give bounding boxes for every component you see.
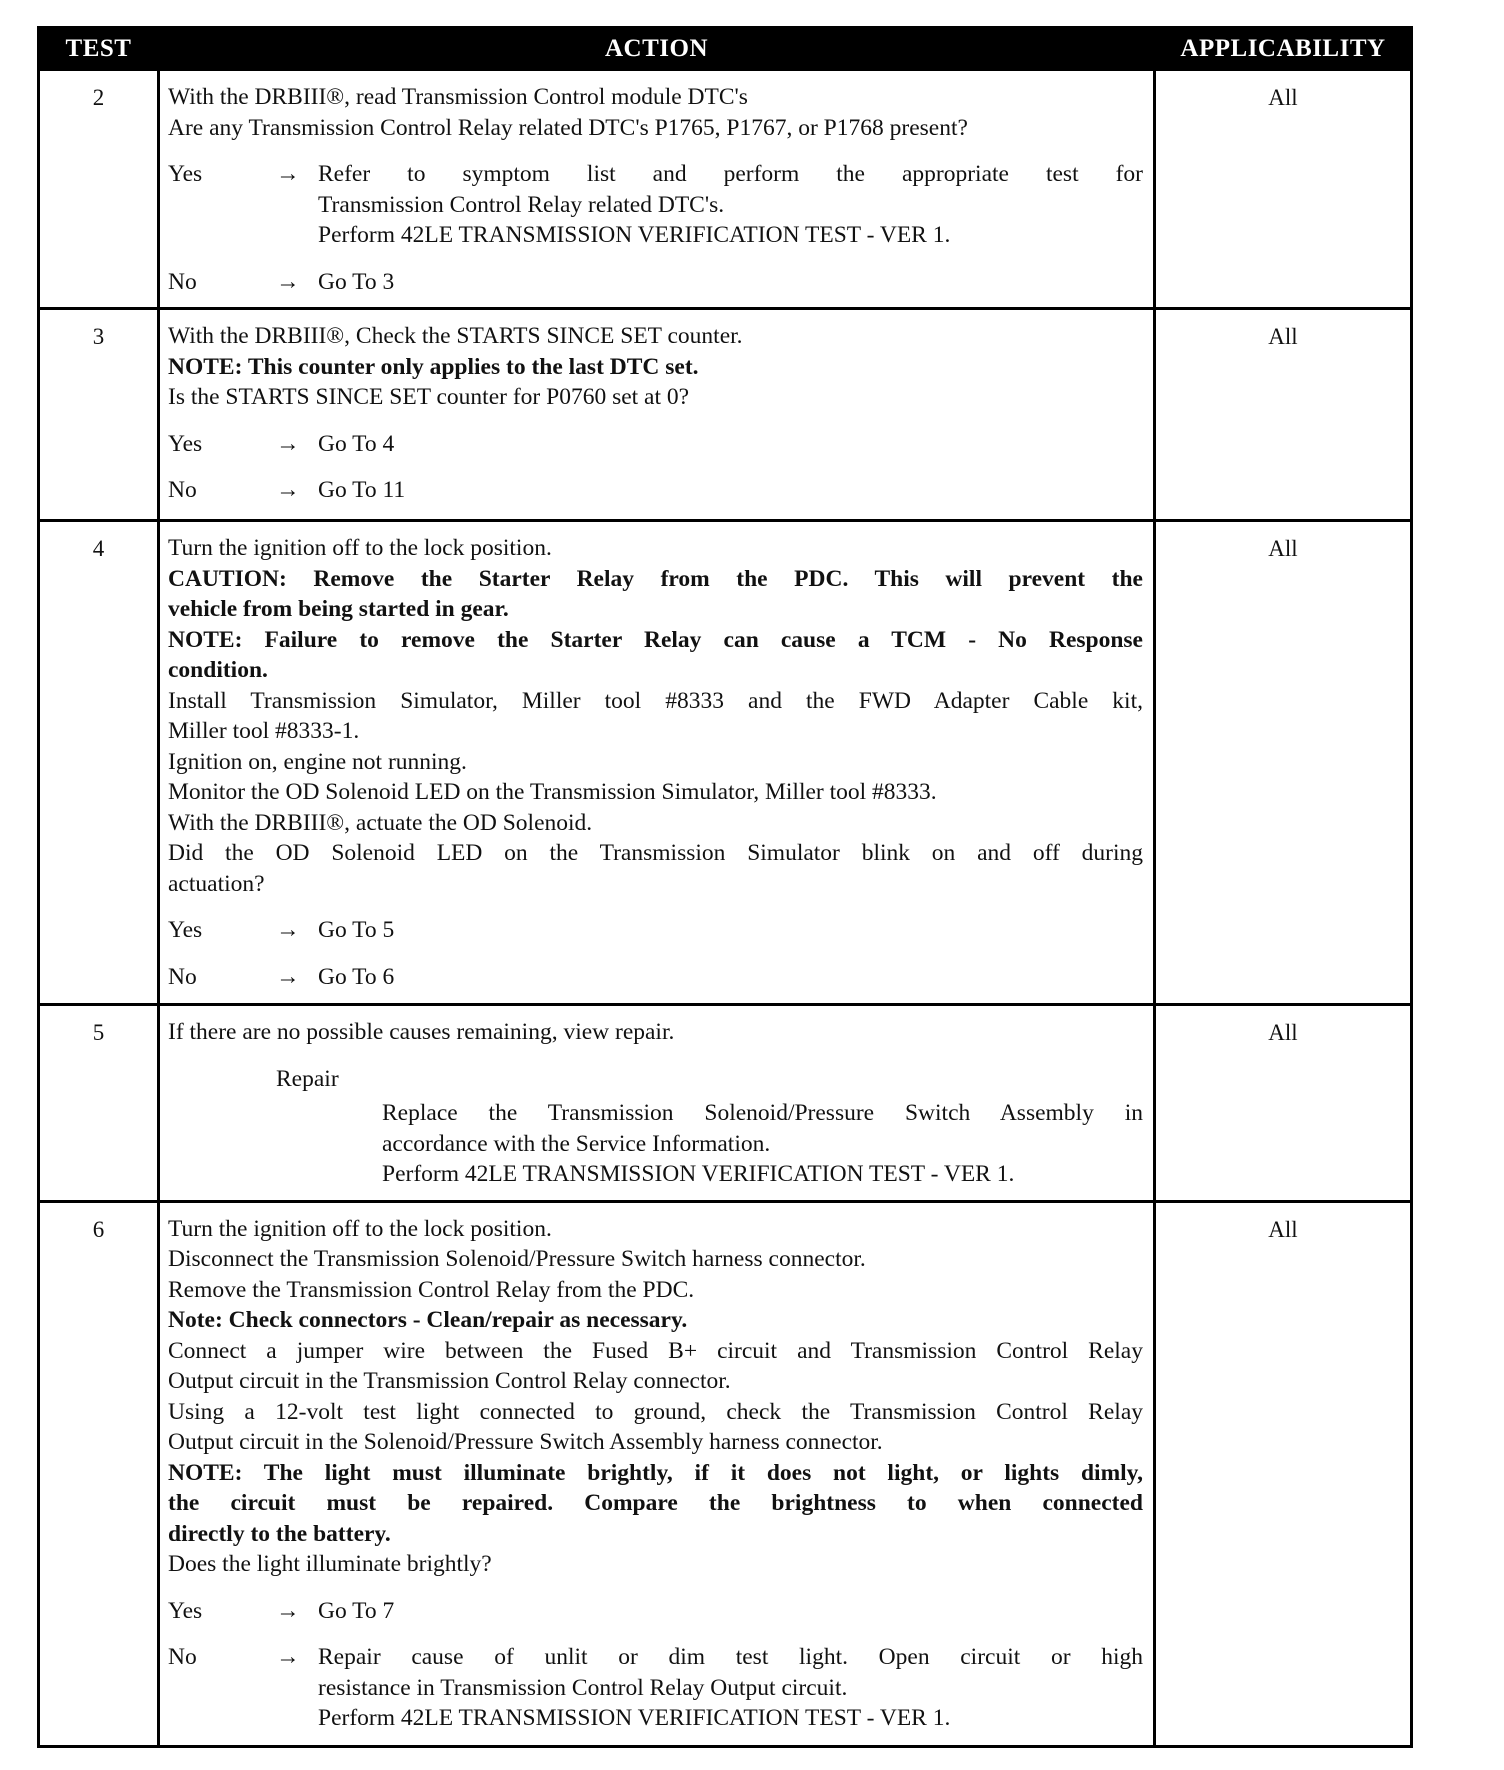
arrow-icon: → [276, 161, 300, 187]
action-line: With the DRBIII®, read Transmission Control module DTC's [168, 84, 748, 110]
header-applicability: APPLICABILITY [1155, 28, 1412, 70]
action-note: Note: Check connectors - Clean/repair as necessary. [168, 1307, 688, 1333]
action-note: NOTE: Failure to remove the Starter Relay can cause a TCM - No Response [168, 626, 1143, 653]
result-line: Go To 3 [318, 268, 395, 295]
no-result [318, 267, 1143, 298]
table-row [39, 70, 1412, 309]
action-line: Output circuit in the Transmission Control Relay connector. [168, 1368, 731, 1394]
repair-instructions [168, 1098, 1143, 1190]
table-row [39, 309, 1412, 521]
action-cell [159, 1005, 1155, 1202]
applicability-value: All [1155, 1201, 1412, 1746]
applicability-value: All [1155, 1005, 1412, 1202]
repair-label: Repair [276, 1065, 339, 1092]
test-number: 5 [39, 1005, 159, 1202]
header-action: ACTION [159, 28, 1155, 70]
no-option [168, 962, 1143, 993]
no-option [168, 475, 1143, 506]
diagnostic-test-table [37, 26, 1413, 1748]
action-cell [159, 521, 1155, 1005]
yes-result [318, 1596, 1143, 1627]
action-cell [159, 70, 1155, 309]
repair-line: Perform 42LE TRANSMISSION VERIFICATION TEST - VER 1. [382, 1161, 1015, 1187]
arrow-icon: → [276, 917, 300, 943]
action-line: Are any Transmission Control Relay related DTC's P1765, P1767, or P1768 present? [168, 114, 968, 141]
yes-label: Yes [168, 917, 203, 943]
result-line: Perform 42LE TRANSMISSION VERIFICATION TEST - VER 1. [318, 1705, 951, 1731]
table-row [39, 521, 1412, 1005]
action-cell [159, 1201, 1155, 1746]
action-line: Disconnect the Transmission Solenoid/Pressure Switch harness connector. [168, 1246, 866, 1272]
table-row [39, 1201, 1412, 1746]
action-line: Turn the ignition off to the lock position. [168, 535, 552, 561]
yes-option [168, 1596, 1143, 1627]
result-line: Go To 4 [318, 430, 395, 457]
action-line: actuation? [168, 870, 265, 897]
test-number: 3 [39, 309, 159, 521]
result-line: Go To 7 [318, 1597, 395, 1624]
no-label: No [168, 268, 197, 295]
action-line: With the DRBIII®, actuate the OD Solenoid. [168, 809, 593, 836]
action-line: Did the OD Solenoid LED on the Transmission Simulator blink on and off during [168, 840, 1143, 866]
action-line: Install Transmission Simulator, Miller tool #8333 and the FWD Adapter Cable kit, [168, 687, 1143, 714]
arrow-icon: → [276, 1644, 300, 1670]
table-header-row [39, 28, 1412, 70]
action-note: condition. [168, 657, 268, 683]
action-line: With the DRBIII®, Check the STARTS SINCE SET counter. [168, 323, 743, 349]
header-test: TEST [39, 28, 159, 70]
no-label: No [168, 1644, 197, 1670]
arrow-icon: → [276, 477, 300, 503]
arrow-icon: → [276, 430, 300, 457]
action-cell [159, 309, 1155, 521]
yes-option [168, 429, 1143, 460]
action-note: directly to the battery. [168, 1520, 391, 1547]
no-option [168, 1642, 1143, 1734]
yes-option [168, 159, 1143, 251]
diagnostic-procedure-sheet [37, 26, 1410, 1748]
action-line: Connect a jumper wire between the Fused B+ circuit and Transmission Control Relay [168, 1337, 1143, 1364]
test-number: 6 [39, 1201, 159, 1746]
no-label: No [168, 477, 197, 503]
no-option [168, 267, 1143, 298]
arrow-icon: → [276, 963, 300, 990]
result-line: Go To 11 [318, 477, 406, 503]
yes-result [318, 429, 1143, 460]
yes-result [318, 159, 1143, 251]
action-line: Monitor the OD Solenoid LED on the Transmission Simulator, Miller tool #8333. [168, 779, 937, 805]
yes-option [168, 915, 1143, 946]
action-caution: vehicle from being started in gear. [168, 596, 509, 622]
table-row [39, 1005, 1412, 1202]
no-result [318, 475, 1143, 506]
result-line: Repair cause of unlit or dim test light. Open circuit or high [318, 1644, 1143, 1670]
action-caution: CAUTION: Remove the Starter Relay from the PDC. This will prevent the [168, 565, 1143, 592]
action-line: Ignition on, engine not running. [168, 748, 467, 775]
action-note: the circuit must be repaired. Compare the brightness to when connected [168, 1490, 1143, 1516]
yes-result [318, 915, 1143, 946]
test-number: 4 [39, 521, 159, 1005]
no-label: No [168, 963, 197, 990]
result-line: Transmission Control Relay related DTC's. [318, 191, 725, 218]
result-line: Go To 6 [318, 963, 395, 990]
applicability-value: All [1155, 309, 1412, 521]
action-line: Miller tool #8333-1. [168, 718, 360, 744]
no-result [318, 962, 1143, 993]
result-line: Perform 42LE TRANSMISSION VERIFICATION TEST - VER 1. [318, 222, 951, 248]
action-line: Turn the ignition off to the lock position. [168, 1215, 552, 1242]
arrow-icon: → [276, 1597, 300, 1624]
action-line: Output circuit in the Solenoid/Pressure Switch Assembly harness connector. [168, 1429, 883, 1455]
action-line: Remove the Transmission Control Relay from the PDC. [168, 1276, 695, 1303]
action-note: NOTE: The light must illuminate brightly, if it does not light, or lights dimly, [168, 1459, 1143, 1486]
yes-label: Yes [168, 1597, 203, 1624]
result-line: resistance in Transmission Control Relay Output circuit. [318, 1674, 848, 1701]
action-line: Using a 12-volt test light connected to ground, check the Transmission Control Relay [168, 1398, 1143, 1425]
result-line: Go To 5 [318, 917, 395, 943]
action-line: Does the light illuminate brightly? [168, 1551, 492, 1577]
arrow-icon: → [276, 268, 300, 295]
repair-line: accordance with the Service Information. [382, 1130, 771, 1157]
yes-label: Yes [168, 430, 203, 457]
yes-label: Yes [168, 161, 203, 187]
action-line: Is the STARTS SINCE SET counter for P0760 set at 0? [168, 384, 690, 410]
applicability-value: All [1155, 521, 1412, 1005]
result-line: Refer to symptom list and perform the appropriate test for [318, 161, 1143, 187]
action-note: NOTE: This counter only applies to the last DTC set. [168, 353, 699, 380]
repair-line: Replace the Transmission Solenoid/Pressure Switch Assembly in [382, 1100, 1143, 1126]
no-result [318, 1642, 1143, 1734]
action-line: If there are no possible causes remaining, view repair. [168, 1019, 675, 1045]
applicability-value: All [1155, 70, 1412, 309]
test-number: 2 [39, 70, 159, 309]
